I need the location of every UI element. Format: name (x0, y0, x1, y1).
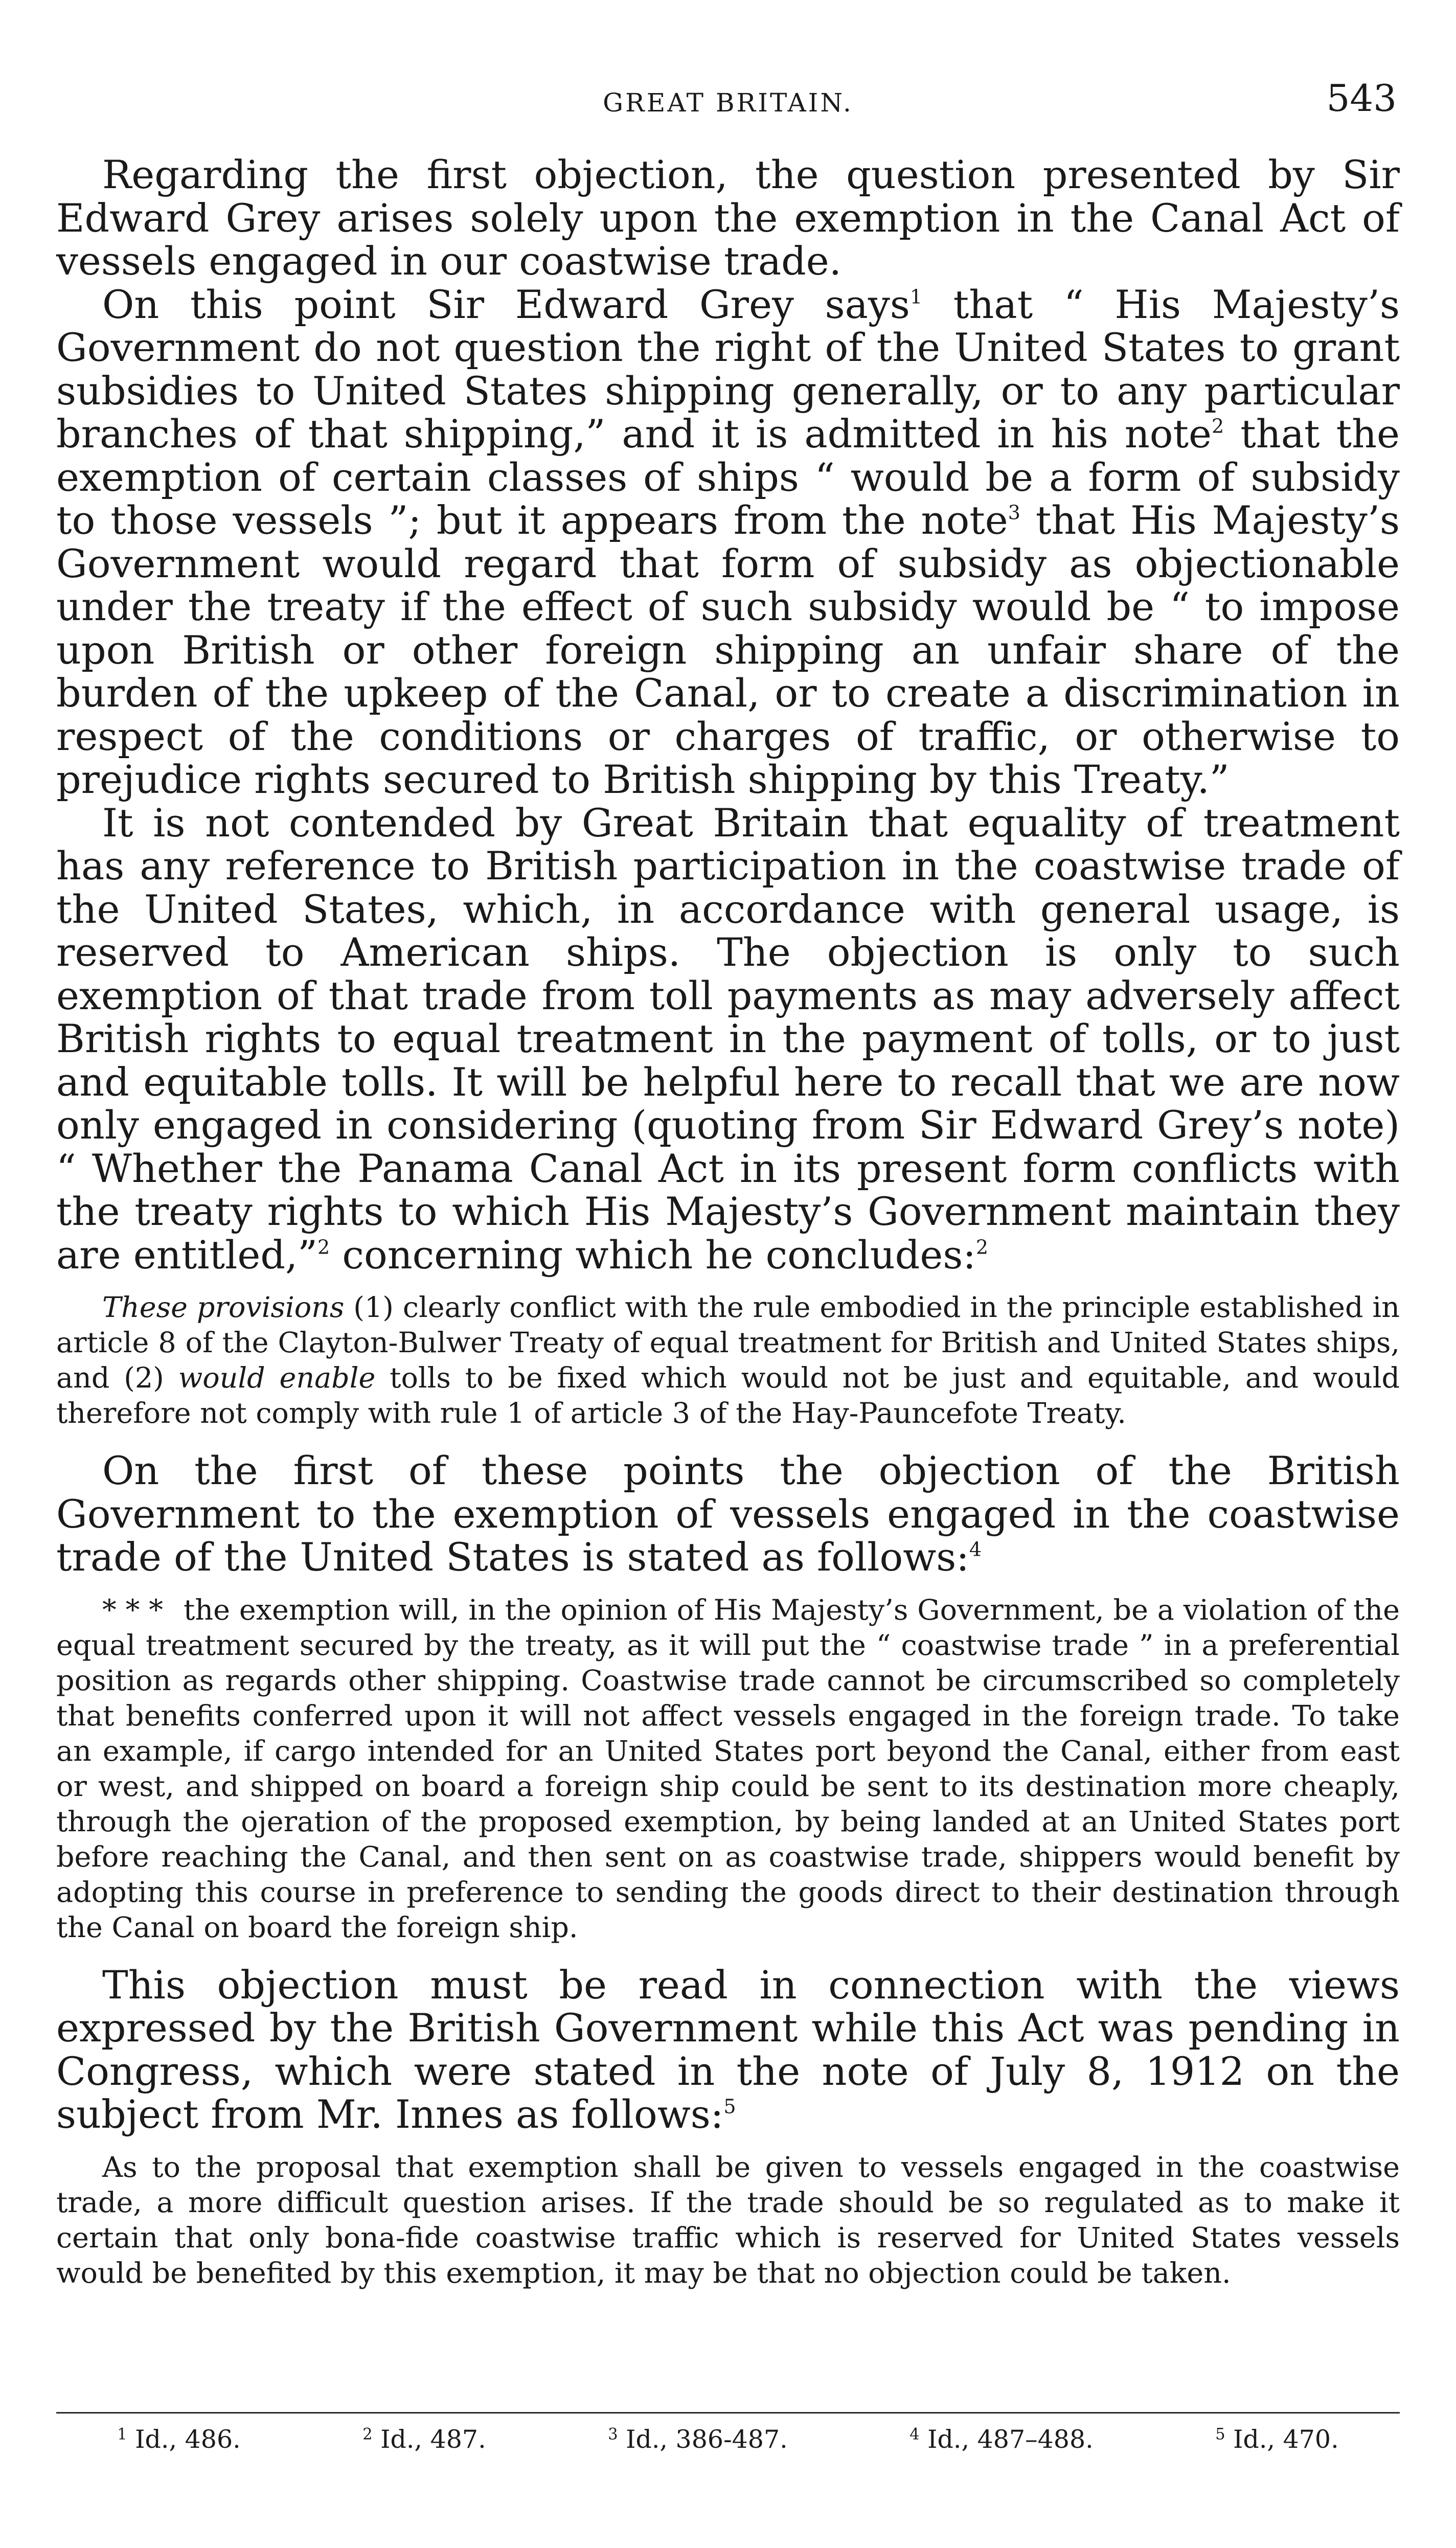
footnote-mark: 3 (608, 2425, 618, 2444)
quote-text: tolls to be fixed which would not be just and equitable, and would therefore not comply with rule 1 of article 3 of the Hay-Pauncefote Treaty. (56, 1361, 1400, 1430)
footnote-text: Id., 486. (135, 2425, 241, 2454)
paragraph-4 (56, 1449, 1400, 1579)
footnote-item (608, 2424, 788, 2455)
paragraph-text: This objection must be read in connection with the views expressed by the British Government while this Act was pending in Congress, which were stated in the note of July 8, 1912 on the subject from Mr. Innes as follows: (56, 1962, 1400, 2137)
footnote-text: Id., 386-487. (626, 2425, 788, 2454)
footnote-ref: 1 (909, 285, 923, 308)
page-number: 543 (1326, 77, 1397, 120)
footnote-ref: 2 (1212, 415, 1224, 438)
footnote-item (909, 2424, 1093, 2455)
paragraph-1: Regarding the first objection, the question presented by Sir Edward Grey arises solely upon the exemption in the Canal Act of vessels engaged in our coastwise trade. (56, 152, 1400, 284)
footnote-item (362, 2424, 486, 2455)
paragraph-text: that His Majesty’s Government would regard that form of subsidy as objectionable under the treaty if the effect of such subsidy would be “ to impose upon British or other foreign shipping an unfair share of the burden of the upkeep of the Canal, or to create a discrimination in respect of the conditions or charges of traffic, or otherwise to prejudice rights secured to British shipping by this Treaty.” (56, 497, 1400, 802)
footnote-item (1215, 2424, 1338, 2455)
footnote-mark: 5 (1215, 2425, 1225, 2444)
paragraph-text: It is not contended by Great Britain that equality of treatment has any reference to British participation in the coastwise trade of the United States, which, in accordance with general usage, is reserved to American ships. The objection is only to such exemption of that trade from toll payments as may adversely affect British rights to equal treatment in the payment of tolls, or to just and equitable tolls. It will be helpful here to recall that we are now only engaged in considering (quoting from Sir Edward Grey’s note) “ Whether the Panama Canal Act in its present form conflicts with the treaty rights to which His Majesty’s Government maintain they are entitled,” (56, 800, 1400, 1278)
footnote-ref: 2 (975, 1236, 989, 1258)
running-title: GREAT BRITAIN. (603, 88, 853, 118)
footnote-ref: 5 (723, 2095, 736, 2118)
paragraph-5 (56, 1964, 1400, 2136)
footnotes (56, 2424, 1400, 2455)
footnote-divider (56, 2412, 1400, 2414)
quote-italic: These provisions (102, 1291, 345, 1324)
paragraph-3 (56, 802, 1400, 1277)
paragraph-text: On the first of these points the objection of the British Government to the exemption of vessels engaged in the coastwise trade of the United States is stated as follows: (56, 1448, 1400, 1580)
footnote-item (117, 2424, 240, 2455)
quote-text: the exemption will, in the opinion of His Majesty’s Government, be a violation of the equal treatment secured by the treaty, as it will put the “ coastwise trade ” in a preferential position as regards other shipping. Coastwise trade cannot be circumscribed so completely that benefits conferred upon it will not affect vessels engaged in the foreign trade. To take an example, if cargo intended for an United States port beyond the Canal, either from east or west, and shipped on board a foreign ship could be sent to its destination more cheaply, through the ojeration of the proposed exemption, by being landed at an United States port before reaching the Canal, and then sent on as coastwise trade, shippers would benefit by adopting this course in preference to sending the goods direct to their destination through the Canal on board the foreign ship. (56, 1593, 1400, 1944)
block-quote-2 (56, 1592, 1400, 1945)
ellipsis-stars: * * * (102, 1593, 164, 1627)
paragraph-text: that the exemption of certain classes of ships “ would be a form of subsidy to those vessels ”; but it appears from the note (56, 411, 1400, 543)
block-quote-1 (56, 1290, 1400, 1431)
footnote-text: Id., 487. (380, 2425, 486, 2454)
paragraph-text: On this point Sir Edward Grey says (102, 281, 910, 327)
footnote-ref: 3 (1008, 501, 1020, 524)
block-quote-3: As to the proposal that exemption shall be given to vessels engaged in the coastwise trade, a more difficult question arises. If the trade should be so regulated as to make it certain that only bona-fide coastwise traffic which is reserved for United States vessels would be benefited by this exemption, it may be that no objection could be taken. (56, 2150, 1400, 2290)
footnote-mark: 1 (117, 2425, 127, 2444)
footnote-ref: 2 (317, 1236, 330, 1258)
paragraph-2 (56, 283, 1400, 802)
running-head (56, 77, 1400, 123)
footnote-text: Id., 470. (1233, 2425, 1339, 2454)
footnote-text: Id., 487–488. (927, 2425, 1094, 2454)
paragraph-text: that “ His Majesty’s Government do not question the right of the United States to grant subsidies to United States shipping generally, or to any particular branches of that shipping,” and it is admitted in his note (56, 281, 1400, 457)
footnote-ref: 4 (969, 1538, 982, 1561)
quote-text: (1) clearly conflict with the rule embodied in the principle established in article 8 of the Clayton-Bulwer Treaty of equal treatment for British and United States ships, and (2) (56, 1291, 1400, 1395)
quote-italic: would enable (178, 1361, 376, 1395)
body-text (56, 153, 1400, 2291)
footnote-mark: 2 (362, 2425, 373, 2444)
footnote-mark: 4 (909, 2425, 920, 2444)
paragraph-text: concerning which he concludes: (330, 1232, 976, 1278)
